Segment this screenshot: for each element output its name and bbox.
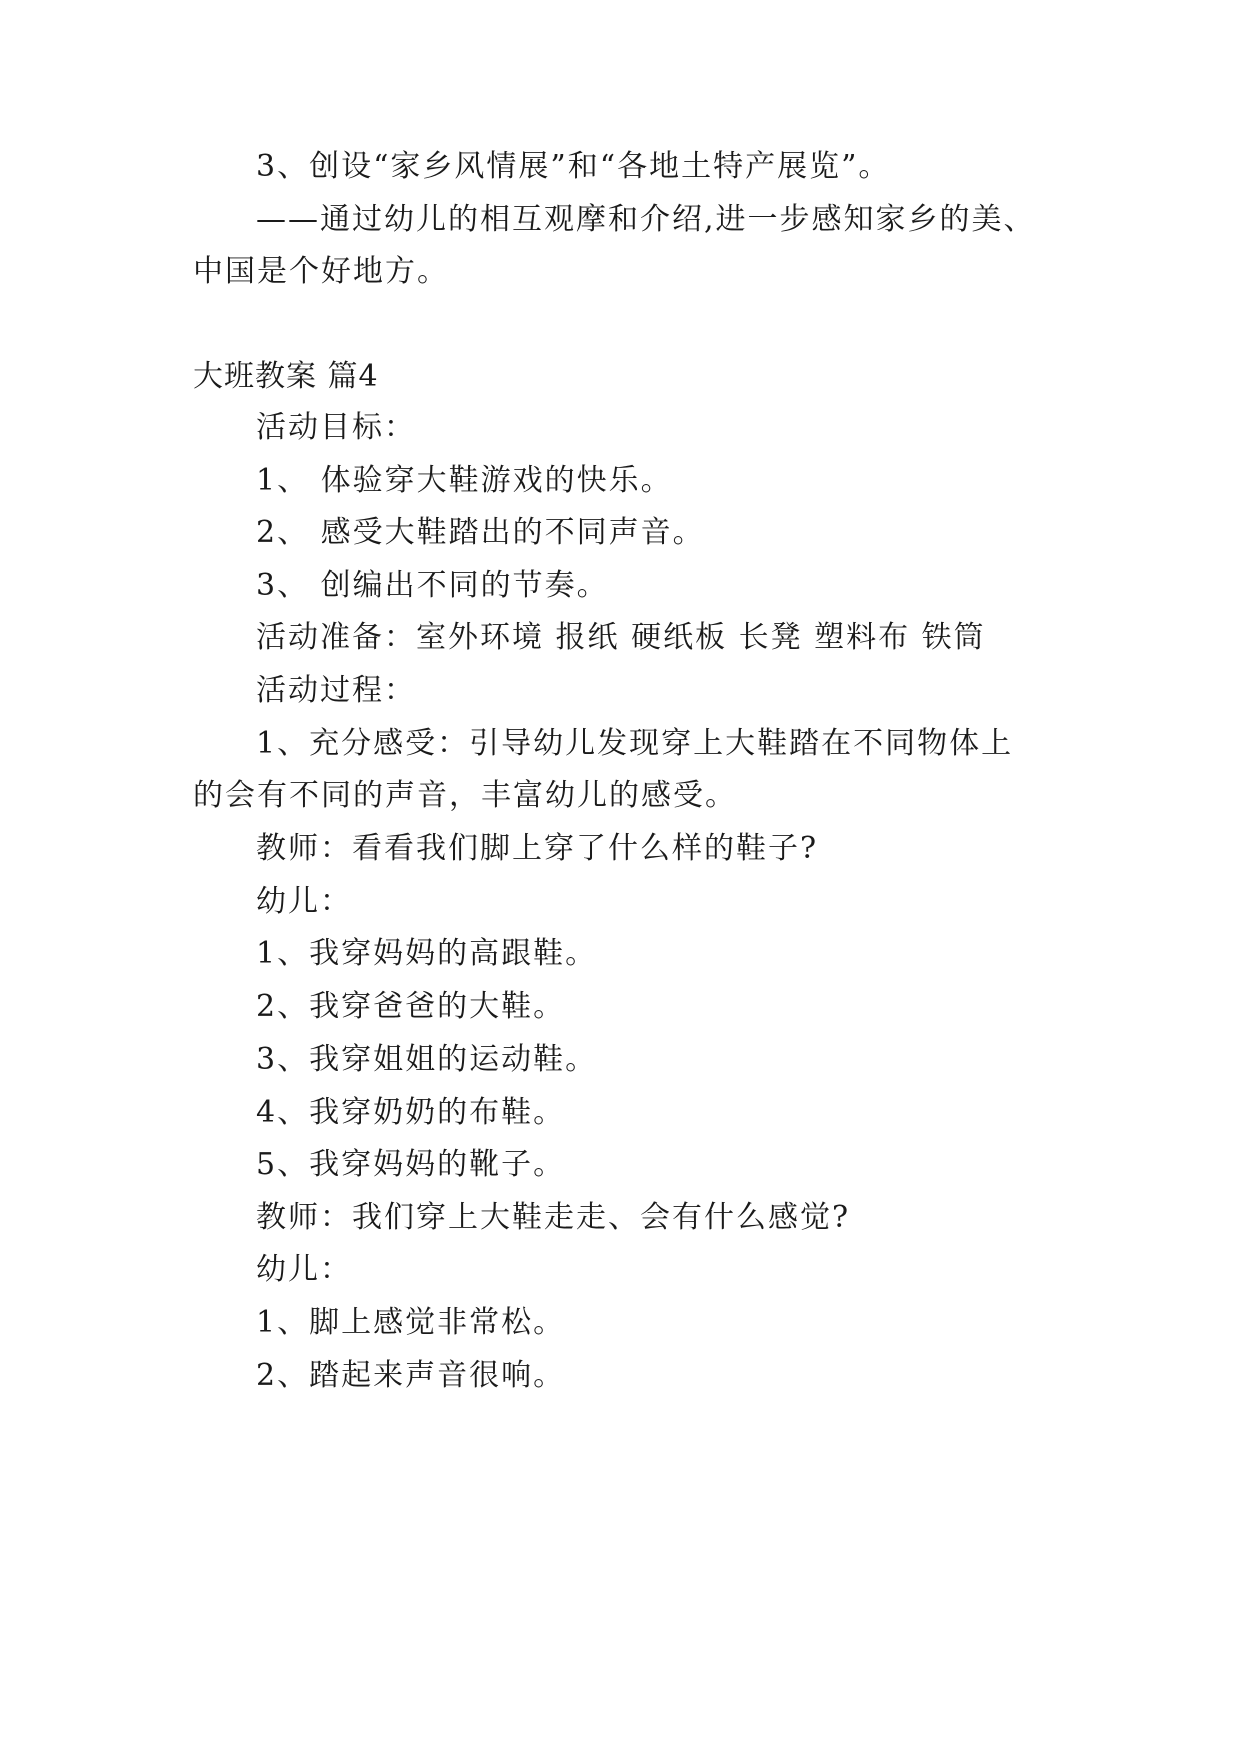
child-answer: 5、我穿妈妈的靴子。: [256, 1147, 566, 1182]
teacher-question-2: 教师：我们穿上大鞋走走、会有什么感觉?: [256, 1200, 851, 1235]
goal-item: 2、 感受大鞋踏出的不同声音。: [256, 515, 705, 550]
child-label-2: 幼儿：: [256, 1252, 352, 1287]
child-answer: 4、我穿奶奶的布鞋。: [256, 1095, 566, 1130]
child-answer: 1、脚上感觉非常松。: [256, 1305, 566, 1340]
prev-item-3: 3、创设“家乡风情展”和“各地土特产展览”。: [256, 149, 891, 184]
child-label-1: 幼儿：: [256, 884, 352, 919]
child-answer: 1、我穿妈妈的高跟鞋。: [256, 936, 598, 971]
child-answer: 2、踏起来声音很响。: [256, 1358, 566, 1393]
child-answer: 2、我穿爸爸的大鞋。: [256, 989, 566, 1024]
section-title: 大班教案 篇4: [193, 359, 379, 394]
prev-summary-line-2: 中国是个好地方。: [193, 254, 449, 289]
step1-line-1: 1、充分感受：引导幼儿发现穿上大鞋踏在不同物体上: [256, 726, 1014, 761]
child-answer: 3、我穿姐姐的运动鞋。: [256, 1042, 598, 1077]
prev-summary-line-1: ——通过幼儿的相互观摩和介绍,进一步感知家乡的美、: [256, 202, 1036, 237]
process-heading: 活动过程：: [256, 673, 416, 708]
step1-line-2: 的会有不同的声音，丰富幼儿的感受。: [193, 778, 737, 813]
preparation-line: 活动准备：室外环境 报纸 硬纸板 长凳 塑料布 铁筒: [256, 620, 986, 655]
teacher-question-1: 教师：看看我们脚上穿了什么样的鞋子?: [256, 831, 819, 866]
goal-item: 1、 体验穿大鞋游戏的快乐。: [256, 463, 673, 498]
goals-heading: 活动目标：: [256, 410, 416, 445]
goal-item: 3、 创编出不同的节奏。: [256, 568, 609, 603]
